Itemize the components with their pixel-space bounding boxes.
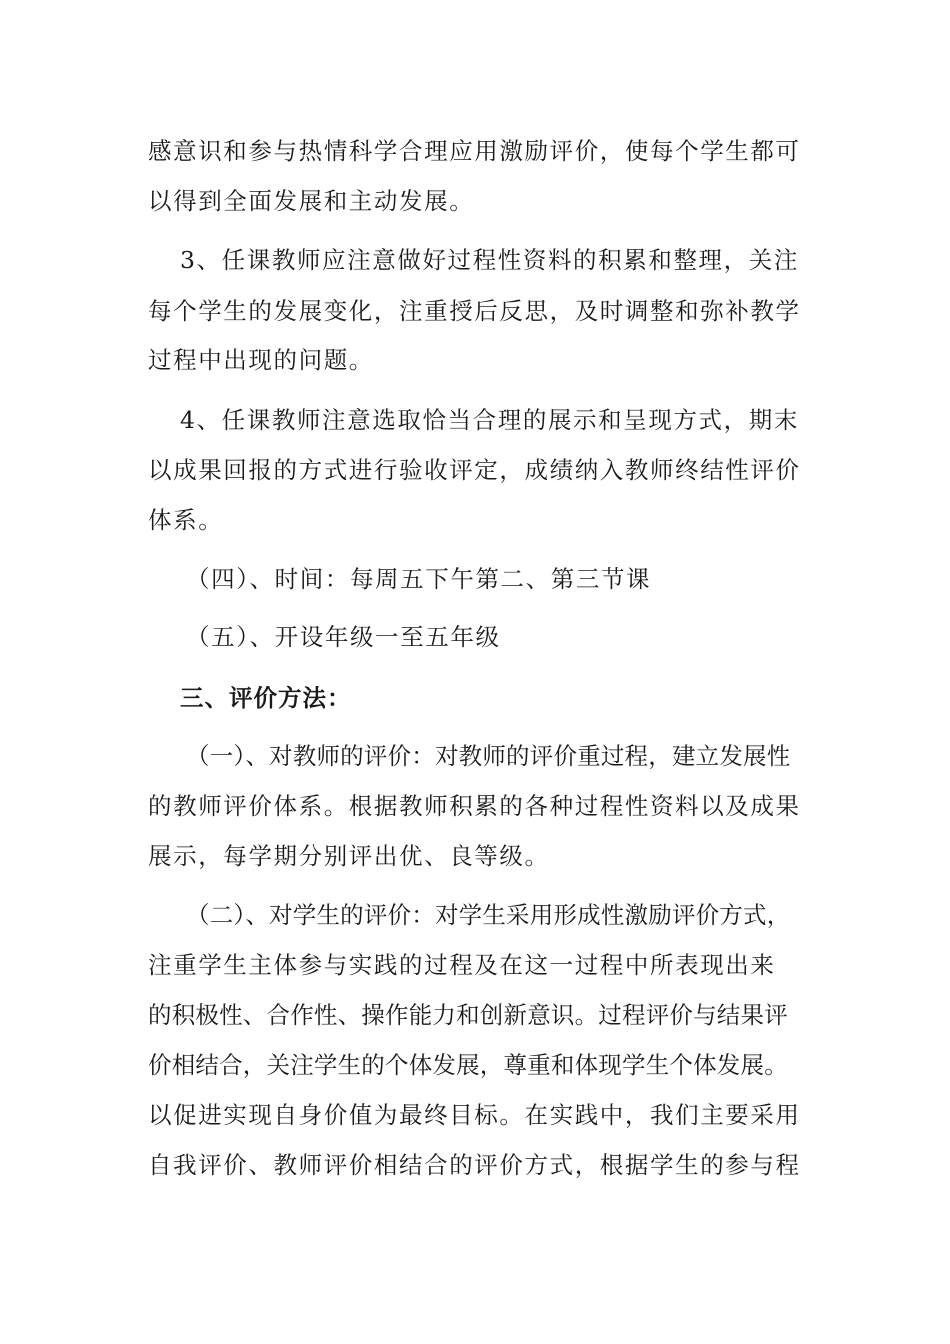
body-text-line: 自我评价、教师评价相结合的评价方式，根据学生的参与程 bbox=[148, 1151, 801, 1179]
section-grades: （五）、开设年级一至五年级 bbox=[186, 623, 501, 651]
body-text-line: 感意识和参与热情科学合理应用激励评价，使每个学生都可 bbox=[148, 137, 801, 165]
body-text-line: 以得到全面发展和主动发展。 bbox=[148, 187, 475, 215]
section-heading: 三、评价方法： bbox=[180, 684, 352, 712]
body-text-line: 每个学生的发展变化，注重授后反思，及时调整和弥补教学 bbox=[148, 297, 801, 325]
body-text-line: 的积极性、合作性、操作能力和创新意识。过程评价与结果评 bbox=[148, 1001, 788, 1029]
student-evaluation-line: （二）、对学生的评价：对学生采用形成性激励评价方式， bbox=[186, 901, 791, 929]
body-text-line: 价相结合，关注学生的个体发展，尊重和体现学生个体发展。 bbox=[148, 1051, 788, 1079]
body-text-line: 展示，每学期分别评出优、良等级。 bbox=[148, 842, 550, 870]
body-text-line: 过程中出现的问题。 bbox=[148, 346, 374, 374]
section-time: （四）、时间：每周五下午第二、第三节课 bbox=[186, 565, 652, 593]
body-text-line: 体系。 bbox=[148, 506, 224, 534]
body-text-line: 注重学生主体参与实践的过程及在这一过程中所表现出来 bbox=[148, 951, 776, 979]
body-text-line: 以成果回报的方式进行验收评定，成绩纳入教师终结性评价 bbox=[148, 456, 801, 484]
list-item-3: 3、任课教师应注意做好过程性资料的积累和整理，关注 bbox=[180, 246, 799, 274]
teacher-evaluation-line: （一）、对教师的评价：对教师的评价重过程，建立发展性 bbox=[186, 742, 791, 770]
body-text-line: 以促进实现自身价值为最终目标。在实践中，我们主要采用 bbox=[148, 1101, 801, 1129]
list-item-4: 4、任课教师注意选取恰当合理的展示和呈现方式，期末 bbox=[180, 406, 799, 434]
body-text-line: 的教师评价体系。根据教师积累的各种过程性资料以及成果 bbox=[148, 792, 801, 820]
